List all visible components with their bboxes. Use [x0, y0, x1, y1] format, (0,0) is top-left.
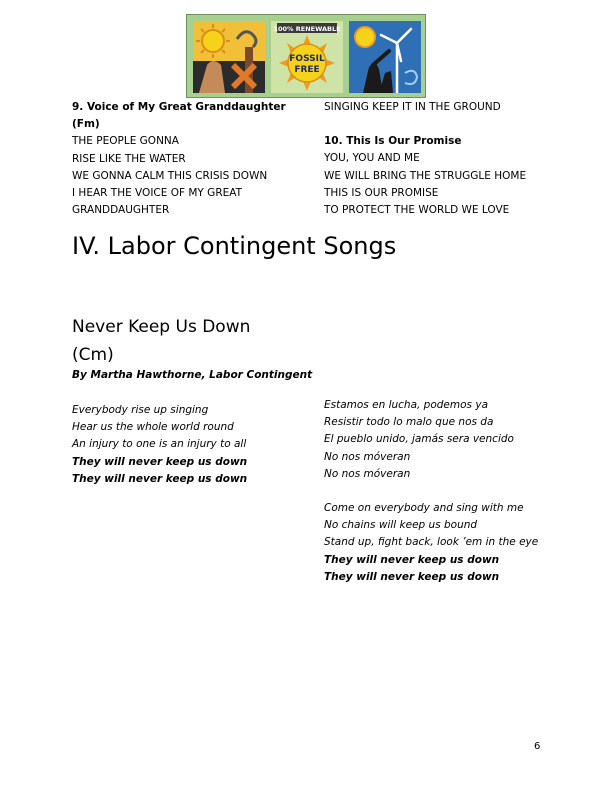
- lyric-line: YOU, YOU AND ME: [324, 152, 420, 165]
- wind-turbine-panel: [349, 21, 421, 93]
- free-label: FREE: [294, 65, 320, 75]
- fossil-label: FOSSIL: [289, 54, 325, 64]
- lyric-line: Everybody rise up singing: [72, 404, 209, 416]
- song-key: (Cm): [72, 345, 114, 365]
- spacer: [324, 483, 564, 500]
- lyric-line: I HEAR THE VOICE OF MY GREAT: [72, 187, 243, 200]
- lyric-line: El pueblo unido, jamás sera vencido: [324, 433, 514, 446]
- lyric-line: Stand up, fight back, look ’em in the eye: [324, 536, 539, 549]
- renewable-label: 100% RENEWABLE: [273, 25, 341, 33]
- lyric-line: THE PEOPLE GONNA: [72, 135, 179, 148]
- lyrics-left-column: [72, 402, 312, 488]
- lyric-line: WE GONNA CALM THIS CRISIS DOWN: [72, 169, 268, 182]
- lyric-line: Hear us the whole world round: [72, 421, 234, 434]
- chorus-line: They will never keep us down: [72, 472, 248, 485]
- lyric-line: Estamos en lucha, podemos ya: [324, 399, 489, 411]
- song-9-title: 9. Voice of My Great Granddaughter: [72, 101, 286, 113]
- sun-smokestack-panel: [193, 21, 265, 93]
- fossil-free-logo: [271, 21, 343, 93]
- fossil-free-banner: [186, 14, 426, 98]
- page-number: 6: [534, 741, 541, 752]
- song-10-column: [324, 99, 564, 219]
- lyric-line: No nos móveran: [324, 450, 411, 463]
- lyric-line: RISE LIKE THE WATER: [72, 152, 186, 165]
- lyric-line: Resistir todo lo malo que nos da: [324, 416, 494, 429]
- song-10-title: 10. This Is Our Promise: [324, 135, 462, 148]
- song-title: [72, 313, 250, 369]
- section-heading: IV. Labor Contingent Songs: [72, 232, 397, 260]
- chorus-line: They will never keep us down: [324, 553, 500, 566]
- lyric-line: SINGING KEEP IT IN THE GROUND: [324, 101, 501, 113]
- song-byline: By Martha Hawthorne, Labor Contingent: [72, 369, 313, 381]
- song-9-column: [72, 99, 302, 219]
- lyric-line: WE WILL BRING THE STRUGGLE HOME: [324, 169, 527, 182]
- lyric-line: GRANDDAUGHTER: [72, 204, 170, 217]
- lyric-line: TO PROTECT THE WORLD WE LOVE: [324, 204, 510, 217]
- lyric-line: THIS IS OUR PROMISE: [324, 186, 439, 199]
- lyric-line: No nos móveran: [324, 467, 411, 480]
- lyrics-right-column: [324, 397, 564, 586]
- chorus-line: They will never keep us down: [324, 570, 500, 583]
- lyric-line: An injury to one is an injury to all: [72, 438, 247, 451]
- chorus-line: They will never keep us down: [72, 455, 248, 468]
- song-name: Never Keep Us Down: [72, 317, 251, 337]
- lyric-line: Come on everybody and sing with me: [324, 502, 524, 515]
- song-9-key: (Fm): [72, 118, 100, 131]
- spacer: [324, 116, 564, 133]
- lyric-line: No chains will keep us bound: [324, 519, 478, 532]
